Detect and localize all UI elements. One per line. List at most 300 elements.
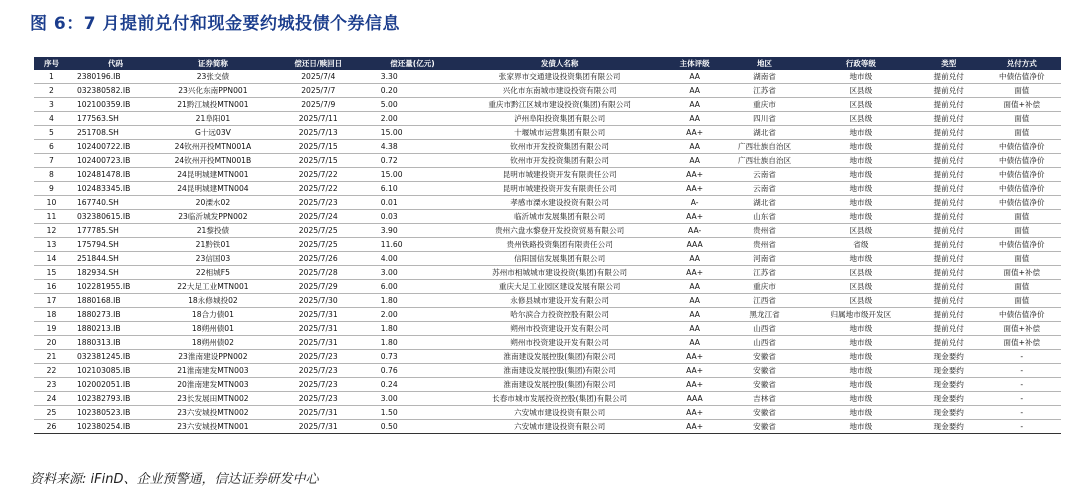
header-col-rating: 主体评级 — [667, 57, 722, 70]
cell-issuer: 钦州市开发投资集团有限公司 — [452, 154, 667, 168]
cell-issuer: 苏州市相城城市建设投资(集团)有限公司 — [452, 266, 667, 280]
cell-region: 江苏省 — [722, 84, 807, 98]
cell-index: 2 — [34, 84, 69, 98]
cell-region: 安徽省 — [722, 406, 807, 420]
cell-amount: 0.01 — [373, 196, 452, 210]
cell-date: 2025/7/26 — [264, 252, 373, 266]
bond-table-container — [34, 57, 1061, 434]
cell-code: 102481478.IB — [69, 168, 162, 182]
cell-admin-level: 归属地市级开发区 — [807, 308, 915, 322]
cell-issuer: 信阳国信发展集团有限公司 — [452, 252, 667, 266]
cell-amount: 0.73 — [373, 350, 452, 364]
cell-index: 25 — [34, 406, 69, 420]
cell-region: 湖北省 — [722, 196, 807, 210]
cell-rating: AA — [667, 154, 722, 168]
cell-amount: 15.00 — [373, 126, 452, 140]
cell-rating: AA+ — [667, 364, 722, 378]
header-col-date: 偿还日/赎回日 — [264, 57, 373, 70]
table-row — [34, 364, 1061, 378]
cell-region: 云南省 — [722, 182, 807, 196]
cell-admin-level: 区县级 — [807, 224, 915, 238]
cell-admin-level: 地市级 — [807, 154, 915, 168]
cell-issuer: 昆明市城建投资开发有限责任公司 — [452, 182, 667, 196]
table-row — [34, 112, 1061, 126]
cell-issuer: 张家界市交通建设投资集团有限公司 — [452, 70, 667, 84]
cell-index: 17 — [34, 294, 69, 308]
cell-region: 江苏省 — [722, 266, 807, 280]
cell-method: 中债估值净价 — [983, 70, 1061, 84]
cell-index: 10 — [34, 196, 69, 210]
cell-date: 2025/7/23 — [264, 196, 373, 210]
cell-date: 2025/7/15 — [264, 154, 373, 168]
cell-rating: AA+ — [667, 266, 722, 280]
cell-type: 提前兑付 — [915, 70, 983, 84]
cell-short-name: 22相城F5 — [162, 266, 264, 280]
table-row — [34, 196, 1061, 210]
cell-issuer: 淮南建设发展控股(集团)有限公司 — [452, 378, 667, 392]
cell-index: 24 — [34, 392, 69, 406]
table-row — [34, 406, 1061, 420]
cell-issuer: 孝感市溧水建设投资有限公司 — [452, 196, 667, 210]
cell-amount: 0.20 — [373, 84, 452, 98]
cell-region: 重庆市 — [722, 98, 807, 112]
cell-short-name: 18朔州债02 — [162, 336, 264, 350]
figure-title: 图 6：7 月提前兑付和现金要约城投债个券信息 — [30, 14, 400, 34]
cell-date: 2025/7/4 — [264, 70, 373, 84]
cell-region: 安徽省 — [722, 364, 807, 378]
cell-date: 2025/7/15 — [264, 140, 373, 154]
cell-method: 中债估值净价 — [983, 196, 1061, 210]
cell-admin-level: 地市级 — [807, 182, 915, 196]
cell-type: 提前兑付 — [915, 154, 983, 168]
cell-date: 2025/7/31 — [264, 308, 373, 322]
cell-region: 山西省 — [722, 336, 807, 350]
cell-region: 重庆市 — [722, 280, 807, 294]
cell-short-name: 24昆明城建MTN004 — [162, 182, 264, 196]
cell-admin-level: 地市级 — [807, 406, 915, 420]
cell-rating: AA — [667, 112, 722, 126]
table-row — [34, 266, 1061, 280]
cell-admin-level: 地市级 — [807, 364, 915, 378]
cell-index: 22 — [34, 364, 69, 378]
cell-amount: 3.00 — [373, 266, 452, 280]
cell-method: 面值 — [983, 210, 1061, 224]
cell-amount: 0.24 — [373, 378, 452, 392]
cell-amount: 1.50 — [373, 406, 452, 420]
cell-type: 提前兑付 — [915, 294, 983, 308]
cell-index: 15 — [34, 266, 69, 280]
cell-admin-level: 地市级 — [807, 322, 915, 336]
cell-index: 13 — [34, 238, 69, 252]
table-row — [34, 168, 1061, 182]
cell-code: 102380523.IB — [69, 406, 162, 420]
cell-short-name: 23信国03 — [162, 252, 264, 266]
cell-index: 1 — [34, 70, 69, 84]
cell-amount: 11.60 — [373, 238, 452, 252]
header-col-short-name: 证券简称 — [162, 57, 264, 70]
cell-code: 102400723.IB — [69, 154, 162, 168]
cell-amount: 1.80 — [373, 336, 452, 350]
header-col-region: 地区 — [722, 57, 807, 70]
cell-amount: 3.00 — [373, 392, 452, 406]
cell-date: 2025/7/31 — [264, 420, 373, 434]
header-row — [34, 57, 1061, 70]
cell-type: 提前兑付 — [915, 266, 983, 280]
cell-index: 8 — [34, 168, 69, 182]
cell-region: 山东省 — [722, 210, 807, 224]
cell-type: 提前兑付 — [915, 252, 983, 266]
cell-rating: AA+ — [667, 350, 722, 364]
cell-method: 面值 — [983, 252, 1061, 266]
cell-rating: AA+ — [667, 168, 722, 182]
source-note: 资料来源: iFinD、企业预警通，信达证券研发中心 — [30, 472, 319, 487]
cell-index: 16 — [34, 280, 69, 294]
cell-method: 面值 — [983, 112, 1061, 126]
cell-admin-level: 地市级 — [807, 378, 915, 392]
table-row — [34, 280, 1061, 294]
table-row — [34, 182, 1061, 196]
cell-date: 2025/7/23 — [264, 392, 373, 406]
cell-index: 9 — [34, 182, 69, 196]
cell-method: 面值 — [983, 84, 1061, 98]
cell-code: 167740.SH — [69, 196, 162, 210]
cell-code: 2380196.IB — [69, 70, 162, 84]
cell-admin-level: 地市级 — [807, 70, 915, 84]
cell-code: 102281955.IB — [69, 280, 162, 294]
cell-type: 提前兑付 — [915, 196, 983, 210]
table-row — [34, 126, 1061, 140]
cell-type: 提前兑付 — [915, 112, 983, 126]
cell-rating: AA+ — [667, 182, 722, 196]
cell-type: 提前兑付 — [915, 182, 983, 196]
cell-date: 2025/7/28 — [264, 266, 373, 280]
cell-admin-level: 地市级 — [807, 336, 915, 350]
cell-index: 14 — [34, 252, 69, 266]
cell-date: 2025/7/23 — [264, 378, 373, 392]
cell-code: 102382793.IB — [69, 392, 162, 406]
cell-short-name: G十远03V — [162, 126, 264, 140]
cell-rating: AA+ — [667, 210, 722, 224]
header-col-index: 序号 — [34, 57, 69, 70]
cell-issuer: 哈尔滨合力投资控股有限公司 — [452, 308, 667, 322]
cell-type: 提前兑付 — [915, 98, 983, 112]
cell-short-name: 18合力债01 — [162, 308, 264, 322]
cell-amount: 0.72 — [373, 154, 452, 168]
bond-table — [34, 57, 1061, 434]
cell-rating: AA+ — [667, 378, 722, 392]
table-row — [34, 210, 1061, 224]
cell-rating: AA+ — [667, 406, 722, 420]
cell-date: 2025/7/11 — [264, 112, 373, 126]
cell-short-name: 23六安城投MTN002 — [162, 406, 264, 420]
cell-rating: AA+ — [667, 420, 722, 434]
cell-admin-level: 地市级 — [807, 168, 915, 182]
cell-amount: 2.00 — [373, 308, 452, 322]
cell-region: 安徽省 — [722, 350, 807, 364]
cell-amount: 3.90 — [373, 224, 452, 238]
cell-index: 26 — [34, 420, 69, 434]
cell-region: 江西省 — [722, 294, 807, 308]
cell-region: 山西省 — [722, 322, 807, 336]
cell-date: 2025/7/29 — [264, 280, 373, 294]
table-row — [34, 322, 1061, 336]
cell-code: 102400722.IB — [69, 140, 162, 154]
cell-code: 251844.SH — [69, 252, 162, 266]
cell-admin-level: 区县级 — [807, 294, 915, 308]
cell-admin-level: 区县级 — [807, 98, 915, 112]
table-row — [34, 308, 1061, 322]
cell-date: 2025/7/31 — [264, 336, 373, 350]
cell-amount: 15.00 — [373, 168, 452, 182]
cell-short-name: 24钦州开投MTN001B — [162, 154, 264, 168]
cell-code: 251708.SH — [69, 126, 162, 140]
cell-issuer: 临沂城市发展集团有限公司 — [452, 210, 667, 224]
cell-code: 032380582.IB — [69, 84, 162, 98]
cell-method: 面值+补偿 — [983, 336, 1061, 350]
cell-method: - — [983, 406, 1061, 420]
cell-code: 032381245.IB — [69, 350, 162, 364]
cell-issuer: 贵州铁路投资集团有限责任公司 — [452, 238, 667, 252]
cell-short-name: 20溧水02 — [162, 196, 264, 210]
cell-code: 1880213.IB — [69, 322, 162, 336]
cell-admin-level: 区县级 — [807, 84, 915, 98]
cell-date: 2025/7/24 — [264, 210, 373, 224]
cell-type: 提前兑付 — [915, 322, 983, 336]
cell-method: - — [983, 350, 1061, 364]
cell-type: 现金要约 — [915, 420, 983, 434]
cell-index: 21 — [34, 350, 69, 364]
cell-short-name: 21黎投债 — [162, 224, 264, 238]
cell-type: 现金要约 — [915, 406, 983, 420]
header-col-issuer: 发债人名称 — [452, 57, 667, 70]
cell-date: 2025/7/13 — [264, 126, 373, 140]
cell-method: - — [983, 378, 1061, 392]
cell-admin-level: 地市级 — [807, 196, 915, 210]
cell-short-name: 24钦州开投MTN001A — [162, 140, 264, 154]
cell-method: 面值+补偿 — [983, 98, 1061, 112]
cell-rating: AA — [667, 336, 722, 350]
cell-amount: 1.80 — [373, 322, 452, 336]
cell-rating: AA- — [667, 224, 722, 238]
cell-amount: 0.03 — [373, 210, 452, 224]
cell-short-name: 23张交债 — [162, 70, 264, 84]
cell-method: 中债估值净价 — [983, 308, 1061, 322]
cell-index: 11 — [34, 210, 69, 224]
cell-code: 102380254.IB — [69, 420, 162, 434]
table-row — [34, 98, 1061, 112]
cell-type: 提前兑付 — [915, 336, 983, 350]
cell-issuer: 贵州六盘水黎登开发投资贸易有限公司 — [452, 224, 667, 238]
table-row — [34, 238, 1061, 252]
cell-method: - — [983, 392, 1061, 406]
cell-method: 面值 — [983, 294, 1061, 308]
cell-date: 2025/7/30 — [264, 294, 373, 308]
cell-short-name: 18永修城投02 — [162, 294, 264, 308]
table-row — [34, 252, 1061, 266]
cell-amount: 6.10 — [373, 182, 452, 196]
cell-admin-level: 地市级 — [807, 252, 915, 266]
cell-issuer: 长春市城市发展投资控股(集团)有限公司 — [452, 392, 667, 406]
table-row — [34, 140, 1061, 154]
cell-method: 中债估值净价 — [983, 168, 1061, 182]
cell-code: 1880313.IB — [69, 336, 162, 350]
cell-type: 现金要约 — [915, 392, 983, 406]
cell-region: 吉林省 — [722, 392, 807, 406]
cell-issuer: 六安城市建设投资有限公司 — [452, 420, 667, 434]
cell-amount: 5.00 — [373, 98, 452, 112]
cell-amount: 2.00 — [373, 112, 452, 126]
cell-rating: AA — [667, 294, 722, 308]
cell-rating: AA — [667, 322, 722, 336]
cell-method: 面值+补偿 — [983, 322, 1061, 336]
table-row — [34, 224, 1061, 238]
cell-rating: A- — [667, 196, 722, 210]
header-col-code: 代码 — [69, 57, 162, 70]
table-row — [34, 336, 1061, 350]
cell-code: 1880168.IB — [69, 294, 162, 308]
cell-issuer: 泸州阜阳投资集团有限公司 — [452, 112, 667, 126]
cell-code: 177563.SH — [69, 112, 162, 126]
cell-issuer: 钦州市开发投资集团有限公司 — [452, 140, 667, 154]
cell-short-name: 21黔铁01 — [162, 238, 264, 252]
cell-rating: AA — [667, 70, 722, 84]
cell-short-name: 21黔江城投MTN001 — [162, 98, 264, 112]
cell-code: 1880273.IB — [69, 308, 162, 322]
cell-issuer: 重庆市黔江区城市建设投资(集团)有限公司 — [452, 98, 667, 112]
cell-admin-level: 地市级 — [807, 210, 915, 224]
cell-code: 102002051.IB — [69, 378, 162, 392]
table-row — [34, 84, 1061, 98]
cell-index: 4 — [34, 112, 69, 126]
cell-type: 提前兑付 — [915, 126, 983, 140]
cell-date: 2025/7/9 — [264, 98, 373, 112]
cell-issuer: 重庆大足工业园区建设发展有限公司 — [452, 280, 667, 294]
cell-code: 175794.SH — [69, 238, 162, 252]
cell-region: 安徽省 — [722, 378, 807, 392]
cell-issuer: 淮南建设发展控股(集团)有限公司 — [452, 350, 667, 364]
cell-index: 19 — [34, 322, 69, 336]
cell-short-name: 21淮南建发MTN003 — [162, 364, 264, 378]
table-header — [34, 57, 1061, 70]
cell-region: 广西壮族自治区 — [722, 154, 807, 168]
cell-code: 102103085.IB — [69, 364, 162, 378]
cell-rating: AAA — [667, 392, 722, 406]
cell-type: 现金要约 — [915, 364, 983, 378]
cell-region: 四川省 — [722, 112, 807, 126]
cell-rating: AA — [667, 308, 722, 322]
cell-method: - — [983, 420, 1061, 434]
cell-type: 现金要约 — [915, 378, 983, 392]
cell-type: 提前兑付 — [915, 238, 983, 252]
cell-method: 面值 — [983, 280, 1061, 294]
cell-amount: 6.00 — [373, 280, 452, 294]
cell-region: 云南省 — [722, 168, 807, 182]
cell-issuer: 十堰城市运营集团有限公司 — [452, 126, 667, 140]
cell-type: 提前兑付 — [915, 224, 983, 238]
cell-index: 23 — [34, 378, 69, 392]
cell-admin-level: 区县级 — [807, 280, 915, 294]
cell-short-name: 24昆明城建MTN001 — [162, 168, 264, 182]
cell-index: 6 — [34, 140, 69, 154]
cell-method: 面值+补偿 — [983, 266, 1061, 280]
table-row — [34, 154, 1061, 168]
cell-method: 中债估值净价 — [983, 154, 1061, 168]
cell-date: 2025/7/25 — [264, 224, 373, 238]
cell-admin-level: 地市级 — [807, 350, 915, 364]
cell-region: 湖北省 — [722, 126, 807, 140]
cell-rating: AA — [667, 98, 722, 112]
cell-amount: 0.50 — [373, 420, 452, 434]
cell-amount: 0.76 — [373, 364, 452, 378]
cell-index: 20 — [34, 336, 69, 350]
table-row — [34, 420, 1061, 434]
cell-admin-level: 地市级 — [807, 140, 915, 154]
cell-date: 2025/7/31 — [264, 406, 373, 420]
cell-method: 中债估值净价 — [983, 182, 1061, 196]
cell-code: 102100359.IB — [69, 98, 162, 112]
cell-type: 提前兑付 — [915, 308, 983, 322]
table-body — [34, 70, 1061, 434]
cell-index: 12 — [34, 224, 69, 238]
cell-rating: AA — [667, 84, 722, 98]
cell-date: 2025/7/22 — [264, 168, 373, 182]
table-row — [34, 70, 1061, 84]
cell-index: 7 — [34, 154, 69, 168]
table-row — [34, 392, 1061, 406]
cell-method: 中债估值净价 — [983, 238, 1061, 252]
cell-index: 5 — [34, 126, 69, 140]
cell-code: 177785.SH — [69, 224, 162, 238]
cell-index: 18 — [34, 308, 69, 322]
header-col-admin-level: 行政等级 — [807, 57, 915, 70]
cell-amount: 4.00 — [373, 252, 452, 266]
table-row — [34, 350, 1061, 364]
cell-type: 提前兑付 — [915, 84, 983, 98]
cell-region: 湖南省 — [722, 70, 807, 84]
cell-short-name: 23淮南建设PPN002 — [162, 350, 264, 364]
cell-method: - — [983, 364, 1061, 378]
cell-short-name: 18朔州债01 — [162, 322, 264, 336]
cell-code: 032380615.IB — [69, 210, 162, 224]
cell-rating: AA+ — [667, 126, 722, 140]
cell-rating: AA — [667, 252, 722, 266]
cell-short-name: 20淮南建发MTN003 — [162, 378, 264, 392]
cell-admin-level: 区县级 — [807, 112, 915, 126]
cell-issuer: 淮南建设发展控股(集团)有限公司 — [452, 364, 667, 378]
cell-region: 黑龙江省 — [722, 308, 807, 322]
cell-issuer: 朔州市投资建设开发有限公司 — [452, 322, 667, 336]
cell-short-name: 21阜阳01 — [162, 112, 264, 126]
cell-date: 2025/7/31 — [264, 322, 373, 336]
cell-date: 2025/7/23 — [264, 364, 373, 378]
cell-region: 广西壮族自治区 — [722, 140, 807, 154]
cell-date: 2025/7/23 — [264, 350, 373, 364]
cell-short-name: 23临沂城发PPN002 — [162, 210, 264, 224]
cell-admin-level: 地市级 — [807, 126, 915, 140]
cell-date: 2025/7/22 — [264, 182, 373, 196]
cell-admin-level: 省级 — [807, 238, 915, 252]
cell-short-name: 22大足工业MTN001 — [162, 280, 264, 294]
cell-admin-level: 地市级 — [807, 392, 915, 406]
table-row — [34, 294, 1061, 308]
cell-date: 2025/7/7 — [264, 84, 373, 98]
cell-type: 现金要约 — [915, 350, 983, 364]
cell-method: 面值 — [983, 126, 1061, 140]
cell-short-name: 23长发展田MTN002 — [162, 392, 264, 406]
cell-amount: 4.38 — [373, 140, 452, 154]
cell-issuer: 永修县城市建设开发有限公司 — [452, 294, 667, 308]
cell-short-name: 23兴化东南PPN001 — [162, 84, 264, 98]
